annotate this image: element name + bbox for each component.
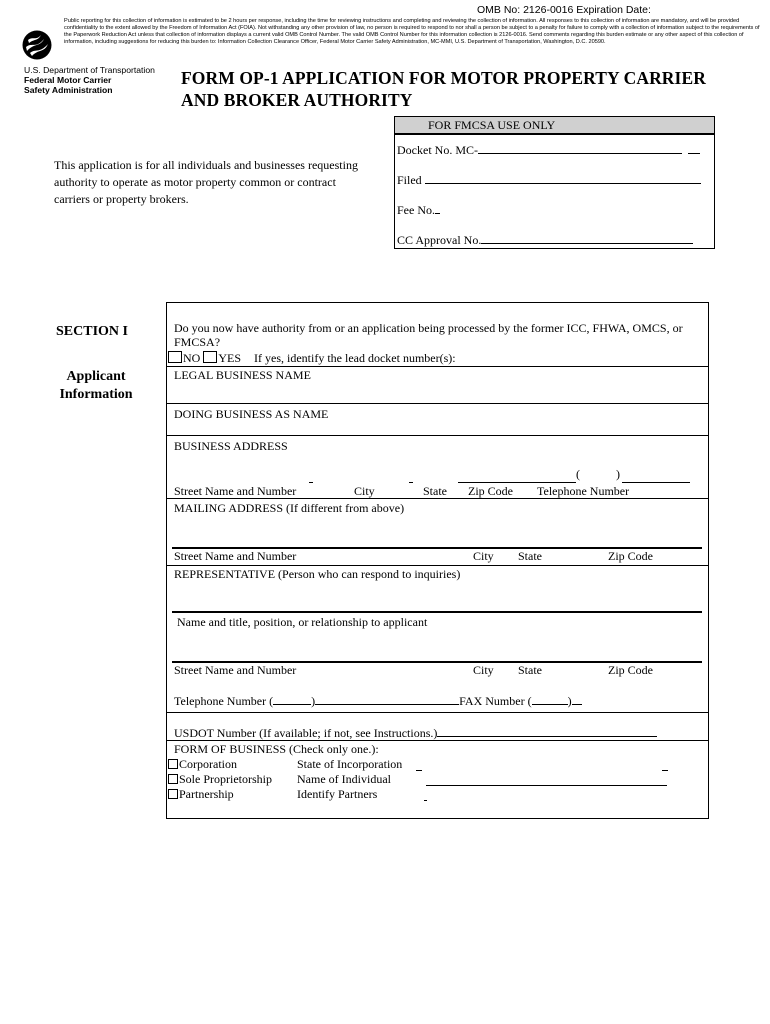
section-label: SECTION I	[56, 324, 128, 339]
intro-text: This application is for all individuals and businesses requesting authority to operate as motor property common or contract carriers or property brokers.	[54, 158, 358, 206]
authority-answer-row	[168, 351, 456, 365]
cc-approval-input[interactable]	[481, 232, 693, 244]
cc-approval-label: CC Approval No.	[397, 233, 482, 247]
fee-label: Fee No.	[397, 203, 435, 217]
lead-docket-label: If yes, identify the lead docket number(s):	[254, 351, 456, 365]
state-incorp-label: State of Incorporation	[297, 757, 403, 771]
representative-label: REPRESENTATIVE (Person who can respond to inquiries)	[174, 567, 461, 581]
yes-label: YES	[218, 351, 242, 365]
sole-prop-option	[168, 772, 272, 786]
business-telephone-label: Telephone Number	[537, 484, 630, 498]
dot-logo-icon	[22, 30, 52, 60]
agency-name-line2: Safety Administration	[24, 85, 113, 95]
agency-block	[24, 65, 155, 95]
agency-name-line1: Federal Motor Carrier	[24, 75, 112, 85]
fee-line	[397, 202, 440, 218]
rep-zip-label: Zip Code	[608, 663, 653, 677]
sole-prop-label: Sole Proprietorship	[179, 772, 272, 786]
usdot-input[interactable]	[437, 725, 657, 737]
business-street-label: Street Name and Number	[174, 484, 297, 498]
rep-city-label: City	[473, 663, 494, 677]
business-address-label: BUSINESS ADDRESS	[174, 439, 288, 453]
name-title-label: Name and title, position, or relationship to applicant	[177, 615, 428, 629]
mailing-city-label: City	[473, 549, 494, 563]
name-individual-input[interactable]	[426, 785, 667, 786]
state-incorp-input[interactable]	[662, 770, 668, 771]
sole-prop-checkbox[interactable]	[168, 774, 178, 784]
business-city-label: City	[354, 484, 375, 498]
no-checkbox[interactable]	[168, 351, 182, 363]
agency-department: U.S. Department of Transportation	[24, 65, 155, 75]
business-state-label: State	[423, 484, 447, 498]
rep-telephone-label: Telephone Number (	[174, 694, 274, 708]
partnership-label: Partnership	[179, 787, 234, 801]
filed-input[interactable]	[425, 172, 701, 184]
corporation-checkbox[interactable]	[168, 759, 178, 769]
name-individual-label: Name of Individual	[297, 772, 391, 786]
authority-question-line2: FMCSA?	[174, 335, 221, 349]
rep-fax-label: FAX Number (	[459, 694, 532, 708]
docket-input[interactable]	[478, 142, 682, 154]
fmcsa-use-only-box	[394, 116, 715, 249]
authority-question-line1: Do you now have authority from or an application being processed by the former ICC, FHWA, OMCS, or	[174, 321, 683, 335]
mailing-state-label: State	[518, 549, 542, 563]
identify-partners-label: Identify Partners	[297, 787, 378, 801]
usdot-label: USDOT Number (If available; if not, see Instructions.)	[174, 726, 438, 740]
mailing-address-label: MAILING ADDRESS (If different from above)	[174, 501, 405, 515]
representative-input[interactable]	[172, 611, 702, 613]
legal-business-name-label: LEGAL BUSINESS NAME	[174, 368, 311, 382]
mailing-zip-label: Zip Code	[608, 549, 653, 563]
docket-label: Docket No. MC-	[397, 143, 478, 157]
yes-checkbox[interactable]	[203, 351, 217, 363]
omb-number: OMB No: 2126-0016 Expiration Date:	[477, 4, 651, 16]
partnership-checkbox[interactable]	[168, 789, 178, 799]
burden-statement: Public reporting for this collection of information is estimated to be 2 hours per response, including the time for reviewing instructions and completing and reviewing the collection of information. All responses to this collection of information are mandatory, and will be provided confidentiality to the extent allowed by the Freedom of Information Act (FOIA). Not withstanding any other provision of law, no person is required to respond to nor shall a person be subject to a penalty for failure to comply with a collection of information subject to the requirements of the Paperwork Reduction Act unless that collection of information displays a current valid OMB Control Number. The valid OMB Control Number for this information collection is 2126-0016. Send comments regarding this burden estimate or any other aspect of this collection of information, including suggestions for reducing this burden to: Information Collection Clearance Officer, Federal Motor Carrier Safety Administration, MC-MMI, U.S. Department of Transportation, Washington, D.C. 20590.	[64, 18, 760, 45]
rep-fax-input[interactable]	[572, 693, 582, 705]
dba-name-label: DOING BUSINESS AS NAME	[174, 407, 329, 421]
corporation-label: Corporation	[179, 757, 237, 771]
no-label: NO	[183, 351, 201, 365]
fee-input[interactable]	[435, 202, 440, 214]
rep-street-label: Street Name and Number	[174, 663, 297, 677]
rep-phone-fax-row: Telephone Number ( ) FAX Number ( )	[174, 693, 582, 708]
section-subtitle-line2: Information	[59, 387, 133, 402]
form-title-line1: FORM OP-1 APPLICATION FOR MOTOR PROPERTY CARRIER	[181, 68, 706, 88]
rep-phone-input[interactable]	[315, 693, 459, 705]
mailing-street-label: Street Name and Number	[174, 549, 297, 563]
usdot-row	[174, 725, 657, 740]
rep-fax-area-input[interactable]	[532, 693, 568, 705]
rep-phone-area-input[interactable]	[273, 693, 311, 705]
cc-approval-line	[397, 232, 693, 248]
section-subtitle	[54, 368, 138, 404]
fmcsa-use-only-title: FOR FMCSA USE ONLY	[395, 117, 714, 135]
docket-line	[397, 142, 700, 158]
form-of-business-label: FORM OF BUSINESS (Check only one.):	[174, 742, 379, 756]
rep-state-label: State	[518, 663, 542, 677]
section-subtitle-line1: Applicant	[66, 369, 126, 384]
filed-label: Filed	[397, 173, 422, 187]
form-title-line2: AND BROKER AUTHORITY	[181, 90, 413, 110]
partnership-option	[168, 787, 234, 801]
identify-partners-input[interactable]	[424, 800, 427, 801]
business-zip-label: Zip Code	[468, 484, 513, 498]
corporation-option	[168, 757, 237, 771]
form-title	[181, 67, 706, 111]
filed-line	[397, 172, 701, 188]
